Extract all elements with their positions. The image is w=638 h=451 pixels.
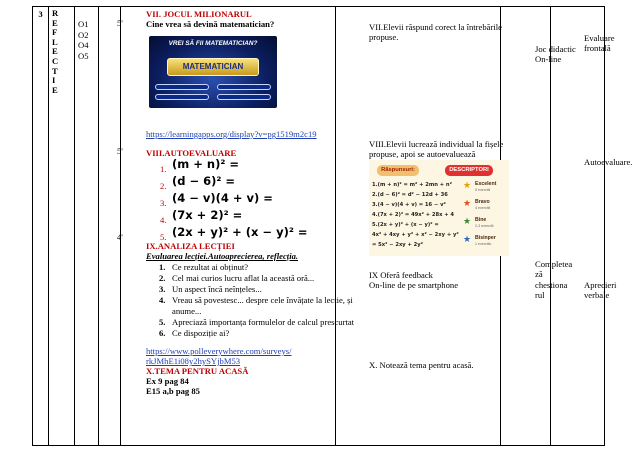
answer-bar: [155, 84, 209, 90]
image-title: VREI SĂ FII MATEMATICIAN?: [168, 40, 258, 47]
list-item: anume...: [172, 306, 202, 316]
level-label: Bravo: [475, 199, 490, 205]
formula-number: 4.: [160, 215, 167, 225]
answer-line: 5.(2x + y)² + (x − y)² =: [372, 222, 439, 228]
stage-letter: R: [52, 8, 59, 18]
time-label: 5': [117, 18, 123, 28]
list-item: Cel mai curios lucru aflat la această oră...: [172, 273, 315, 283]
time-label: 5': [117, 146, 123, 156]
objective: O1: [78, 19, 89, 29]
answers-checklist-image: [369, 160, 509, 256]
stage-letter: E: [52, 17, 58, 28]
list-item: 5.: [159, 317, 166, 327]
formula: (d − 6)² =: [172, 174, 236, 188]
answer-bar: [217, 94, 271, 100]
stage-letter: I: [52, 75, 56, 86]
level-label: Excelent: [475, 181, 497, 187]
descriptors-label: DESCRIPTORI: [445, 165, 493, 176]
star-icon: ★: [462, 198, 472, 208]
formula-number: 2.: [160, 181, 167, 191]
formula: (7x + 2)² =: [172, 208, 243, 222]
evaluation-8: Autoevaluare.: [584, 157, 633, 167]
homework-item: E15 a,b pag 85: [146, 386, 200, 396]
list-item: Un aspect încă neînțeles...: [172, 284, 262, 294]
evaluation-9: Aprecieri verbale: [584, 280, 617, 301]
star-icon: ★: [462, 234, 472, 244]
list-item: 6.: [159, 328, 166, 338]
list-item: Ce dispoziție ai?: [172, 328, 230, 338]
evaluation-cell: [551, 7, 605, 446]
list-item: 2.: [159, 273, 166, 283]
students-activity-9b: On-line de pe smartphone: [369, 280, 459, 290]
method-9: Completea ză chestiona rul: [535, 259, 573, 300]
students-activity-7: VII.Elevii răspund corect la întrebările propuse.: [369, 22, 502, 43]
row-number-cell: [33, 7, 49, 446]
answer-bar: [155, 94, 209, 100]
star-icon: ★: [462, 216, 472, 226]
answer-line: 2.(d − 6)² = d² − 12d + 36: [372, 192, 448, 198]
method-7: Joc didactic On-line: [535, 44, 576, 65]
answers-label: Răspunsuri:: [377, 165, 419, 176]
time-cell: [99, 7, 121, 446]
stage-letter: L: [52, 36, 58, 47]
formula: (m + n)² =: [172, 157, 240, 171]
section-title: VII. JOCUL MILIONARUL: [146, 9, 252, 19]
section-subtitle: Evaluarea lecției.Autoaprecierea, reflecția.: [146, 251, 299, 261]
lesson-plan-table: [32, 6, 605, 446]
star-icon: ★: [462, 180, 472, 190]
stage-cell: [49, 7, 75, 446]
level-sub: 1 exercitiu: [475, 242, 492, 246]
stage-letter: E: [52, 84, 58, 95]
level-sub: 2-3 exercitii: [475, 224, 494, 228]
list-item: 4.: [159, 295, 166, 305]
objectives-cell: [75, 7, 99, 446]
students-activity-8: VIII.Elevii lucrează individual la fișele propuse, apoi se autoevaluează: [369, 139, 504, 160]
section-title: VIII.AUTOEVALUARE: [146, 148, 237, 158]
list-item: Vreau să povestesc... despre cele învățate la lecție, și: [172, 295, 353, 305]
objective: O5: [78, 50, 89, 61]
list-item: Apreciază importanța formulelor de calcul prescurtat: [172, 317, 355, 327]
section-title: IX.ANALIZA LECȚIEI: [146, 241, 235, 251]
stage-letter: T: [52, 65, 58, 76]
answer-bar: [217, 84, 271, 90]
answer-line: 4x² + 4xy + y² + x² − 2xy + y²: [372, 232, 459, 238]
level-label: Bine: [475, 217, 487, 223]
list-item: Ce rezultat ai obținut?: [172, 262, 249, 272]
image-banner: MATEMATICIAN: [167, 58, 259, 76]
polleverywhere-link-cont[interactable]: rkJMhE1i08y2hySYjbM53: [146, 356, 241, 366]
list-item: 1.: [159, 262, 166, 272]
objective: O2: [78, 29, 89, 40]
list-item: 3.: [159, 284, 166, 294]
answer-line: 3.(4 − v)(4 + v) = 16 − v²: [372, 202, 446, 208]
formula-number: 5.: [160, 232, 167, 242]
objective: O4: [78, 40, 89, 51]
homework-item: Ex 9 pag 84: [146, 376, 189, 386]
stage-letter: F: [52, 27, 58, 38]
answer-line: = 5x² − 2xy + 2y²: [372, 242, 423, 248]
section-question: Cine vrea să devină matematician?: [146, 19, 275, 29]
section-title: X.TEMA PENTRU ACASĂ: [146, 366, 249, 376]
formula-number: 1.: [160, 164, 167, 174]
level-sub: 4 exercitii: [475, 206, 491, 210]
formula-number: 3.: [160, 198, 167, 208]
level-sub: 5 exercitii: [475, 188, 491, 192]
polleverywhere-link[interactable]: https://www.polleverywhere.com/surveys/: [146, 346, 292, 356]
answer-line: 1.(m + n)² = m² + 2mn + n²: [372, 182, 452, 188]
students-activity-10: X. Notează tema pentru acasă.: [369, 360, 474, 370]
answer-line: 4.(7x + 2)² = 49x² + 28x + 4: [372, 212, 455, 218]
evaluation-7: Evaluare frontală: [584, 33, 615, 54]
stage-letter: E: [52, 46, 58, 57]
learningapps-link[interactable]: https://learningapps.org/display?v=pg1519m2c19: [146, 129, 317, 139]
level-label: Bisinper: [475, 235, 496, 241]
stage-letter: C: [52, 55, 59, 66]
time-label: 4': [117, 232, 123, 242]
row-number: 3: [38, 9, 43, 19]
students-activity-9: IX Oferă feedback: [369, 270, 433, 280]
formula: (2x + y)² + (x − y)² =: [172, 225, 308, 239]
millionaire-game-image: [149, 36, 277, 108]
formula: (4 − v)(4 + v) =: [172, 191, 273, 205]
